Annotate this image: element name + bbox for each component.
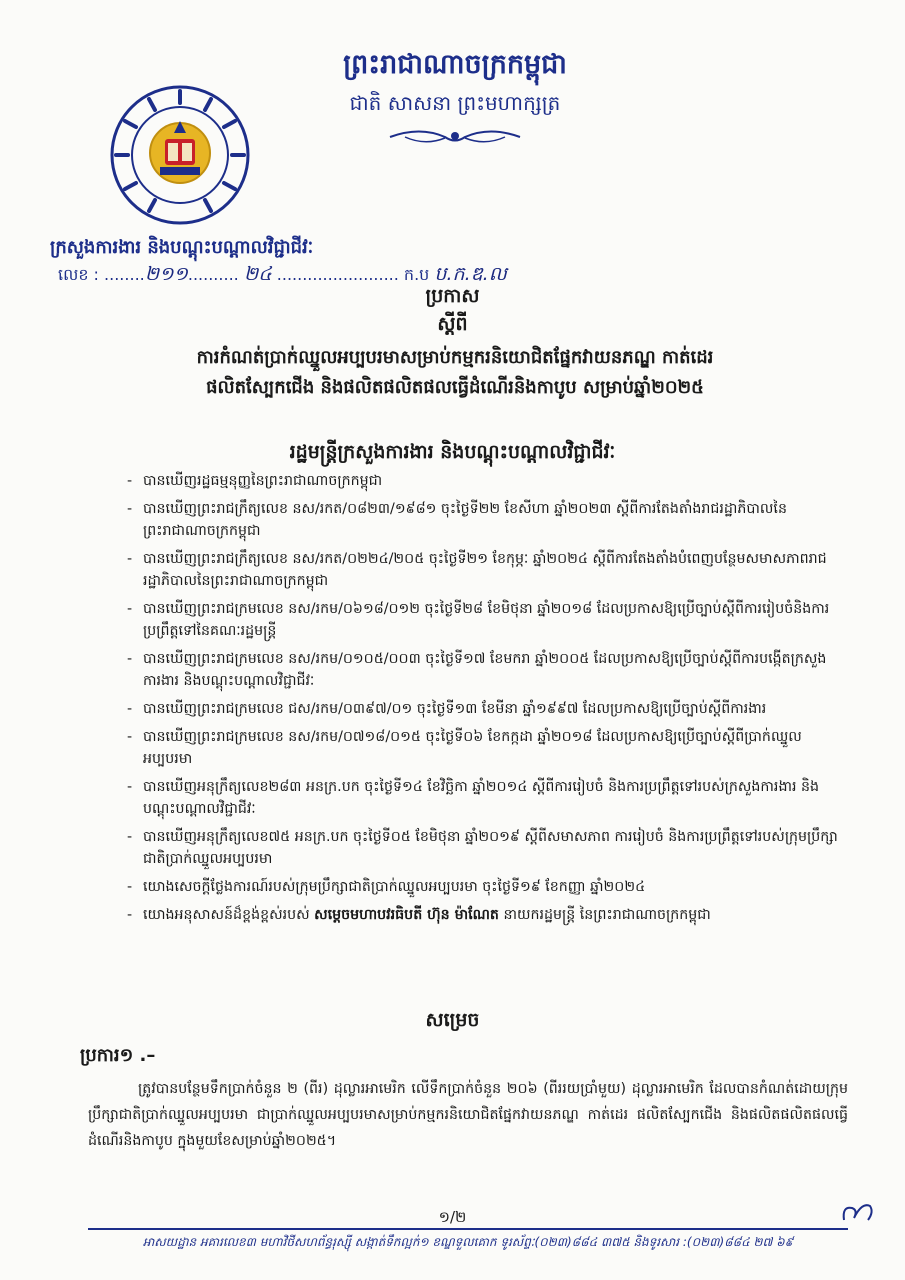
ministry-name: ក្រសួងការងារ និងបណ្តុះបណ្តាលវិជ្ជាជីវៈ: [50, 237, 314, 258]
footer-address: អាសយដ្ឋាន អគារលេខ៣ មហាវិថីសហព័ន្ធរុស្ស៊ី សង្កាត់ទឹកល្អក់១ ខណ្ឌទួលគោក ទូរស័ព្ទៈ(០២៣)៨៨៤ ៣៧៥ និងទូរសារ :(០២៣)៨៨៤ ២៧ ៦៩: [142, 1235, 794, 1249]
reference-item: - បានឃើញព្រះរាជក្រមលេខ ជស/រកម/០៣៩៧/០១ ចុះថ្ងៃទី១៣ ខែមីនា ឆ្នាំ១៩៩៧ ដែលប្រកាសឱ្យប្រើច្បាប់ស្តីពីការងារ: [125, 698, 847, 720]
reference-suffix: នាយករដ្ឋមន្ត្រី នៃព្រះរាជាណាចក្រកម្ពុជា: [498, 907, 711, 923]
reference-item: - បានឃើញព្រះរាជក្រមលេខ នស/រកម/០១០៥/០០៣ ចុះថ្ងៃទី១៧ ខែមករា ឆ្នាំ២០០៥ ដែលប្រកាសឱ្យប្រើច្បាប់ស្តីពីការបង្កើតក្រសួងការងារ និងបណ្តុះបណ្តាលវិជ្ជាជីវៈ: [125, 648, 847, 692]
page-number: ១/២: [438, 1208, 467, 1226]
reference-item: - បានឃើញព្រះរាជក្រឹត្យលេខ នស/រកត/០២២៤/២០៥ ចុះថ្ងៃទី២១ ខែកុម្ភៈ ឆ្នាំ២០២៤ ស្តីពីការតែងតាំងបំពេញបន្ថែមសមាសភាពរាជរដ្ឋាភិបាលនៃព្រះរាជាណាចក្រកម្ពុជា: [125, 548, 847, 592]
prime-minister-name: សម្តេចមហាបវរធិបតី ហ៊ុន ម៉ាណែត: [314, 907, 499, 923]
reference-suffix-label: ក.ប: [403, 265, 430, 284]
ministry-seal-icon: [108, 83, 253, 228]
reference-item: - យោងសេចក្តីថ្លែងការណ៍របស់ក្រុមប្រឹក្សាជាតិប្រាក់ឈ្នួលអប្បបរមា ចុះថ្ងៃទី១៩ ខែកញ្ញា ឆ្នាំ២០២៤: [125, 876, 847, 898]
article-1-label: ប្រការ១ .–: [80, 1045, 156, 1066]
document-title-line-2: ផលិតស្បែកជើង និងផលិតផលិតផលធ្វើដំណើរនិងកាបូប សម្រាប់ឆ្នាំ២០២៥: [206, 377, 704, 398]
reference-suffix-handwritten: ប.ក.ឌ.ល: [434, 263, 507, 285]
handwritten-initial: [838, 1198, 878, 1228]
document-type: ប្រកាស: [425, 285, 480, 307]
reference-item: - បានឃើញព្រះរាជក្រឹត្យលេខ នស/រកត/០៨២៣/១៩៨១ ចុះថ្ងៃទី២២ ខែសីហា ឆ្នាំ២០២៣ ស្តីពីការតែងតាំងរាជរដ្ឋាភិបាលនៃព្រះរាជាណាចក្រកម្ពុជា: [125, 498, 847, 542]
reference-item: - បានឃើញអនុក្រឹត្យលេខ២៨៣ អនក្រ.បក ចុះថ្ងៃទី១៤ ខែវិច្ឆិកា ឆ្នាំ២០១៤ ស្តីពីការរៀបចំ និងការប្រព្រឹត្តទៅរបស់ក្រសួងការងារ និងបណ្តុះបណ្តាលវិជ្ជាជីវៈ: [125, 776, 847, 820]
reference-year-handwritten: ២៤: [243, 263, 272, 285]
reference-prefix: យោងអនុសាសន៍ដ៏ខ្ពង់ខ្ពស់របស់: [143, 907, 315, 923]
ornament-divider-icon: [385, 124, 525, 150]
legal-references-list: [125, 470, 847, 932]
decision-heading: សម្រេច: [425, 1009, 480, 1031]
article-1-text: ត្រូវបានបន្ថែមទឹកប្រាក់ចំនួន ២ (ពីរ) ដុល្លារអាមេរិក លើទឹកប្រាក់ចំនួន ២០៦ (ពីររយប្រាំមួយ) ដុល្លារអាមេរិក ដែលបានកំណត់ដោយក្រុមប្រឹក្សាជាតិប្រាក់ឈ្នួលអប្បបរមា ជាប្រាក់ឈ្នួលអប្បបរមាសម្រាប់កម្មករនិយោជិតផ្នែកវាយនភណ្ឌ កាត់ដេរ ផលិតស្បែកជើង និងផលិតផលិតផលធ្វើដំណើរនិងកាបូប ក្នុងមួយខែសម្រាប់ឆ្នាំ២០២៥។: [88, 1081, 848, 1149]
reference-item: - បានឃើញរដ្ឋធម្មនុញ្ញនៃព្រះរាជាណាចក្រកម្ពុជា: [125, 470, 847, 492]
reference-item-last: [125, 904, 847, 926]
kingdom-title: ព្រះរាជាណាចក្រកម្ពុជា: [343, 49, 567, 80]
document-title-line-1: ការកំណត់ប្រាក់ឈ្នួលអប្បបរមាសម្រាប់កម្មករនិយោជិតផ្នែកវាយនភណ្ឌ កាត់ដេរ: [196, 347, 714, 368]
minister-heading: រដ្ឋមន្ត្រីក្រសួងការងារ និងបណ្តុះបណ្តាលវិជ្ជាជីវៈ: [289, 441, 616, 463]
reference-item: - បានឃើញព្រះរាជក្រមលេខ នស/រកម/០៧១៨/០១៥ ចុះថ្ងៃទី០៦ ខែកក្កដា ឆ្នាំ២០១៨ ដែលប្រកាសឱ្យប្រើច្បាប់ស្តីពីប្រាក់ឈ្នួលអប្បបរមា: [125, 726, 847, 770]
svg-text:ស: ស: [854, 1220, 855, 1221]
national-motto: ជាតិ សាសនា ព្រះមហាក្សត្រ: [349, 91, 561, 115]
reference-item: - បានឃើញព្រះរាជក្រមលេខ នស/រកម/០៦១៨/០១២ ចុះថ្ងៃទី២៨ ខែមិថុនា ឆ្នាំ២០១៨ ដែលប្រកាសឱ្យប្រើច្បាប់ស្តីពីការរៀបចំនិងការប្រព្រឹត្តទៅនៃគណៈរដ្ឋមន្ត្រី: [125, 598, 847, 642]
about-label: ស្តីពី: [437, 313, 468, 335]
reference-number-label: លេខ :: [58, 265, 99, 284]
reference-number: លេខ : ........២១១.......... ២៤ ........................ ក.ប ប.ក.ឌ.ល: [58, 263, 507, 285]
reference-number-value: ២១១: [144, 263, 188, 285]
footer-divider: [88, 1228, 848, 1230]
reference-item: - បានឃើញអនុក្រឹត្យលេខ៧៥ អនក្រ.បក ចុះថ្ងៃទី០៥ ខែមិថុនា ឆ្នាំ២០១៩ ស្តីពីសមាសភាព ការរៀបចំ និងការប្រព្រឹត្តទៅរបស់ក្រុមប្រឹក្សាជាតិប្រាក់ឈ្នួលអប្បបរមា: [125, 826, 847, 870]
